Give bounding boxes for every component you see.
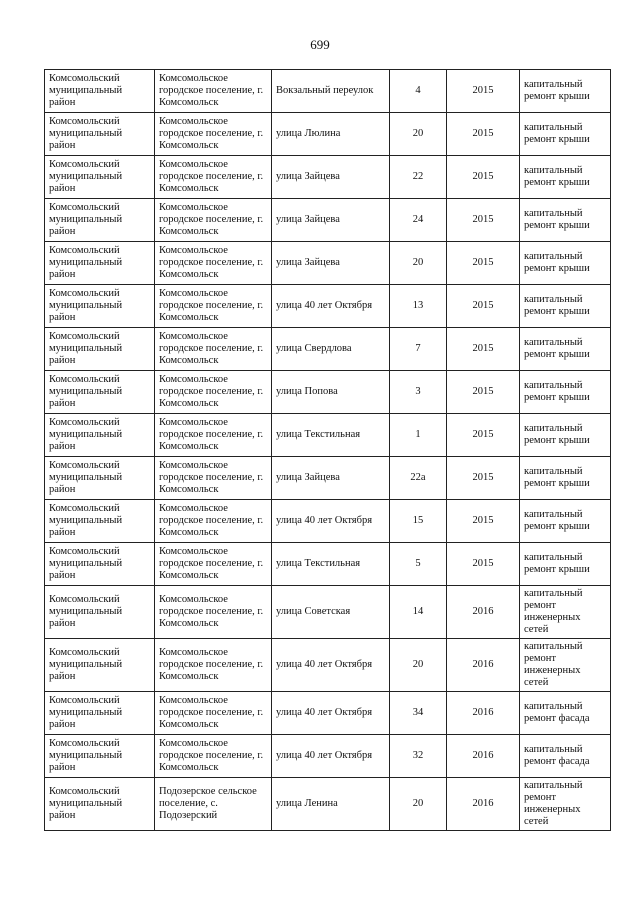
settlement-cell: Подозерское сельское поселение, с. Подозерский (155, 778, 272, 831)
district-cell: Комсомольский муниципальный район (45, 285, 155, 328)
street-cell: улица Зайцева (272, 242, 390, 285)
settlement-cell: Комсомольское городское поселение, г. Комсомольск (155, 543, 272, 586)
table-row (45, 778, 611, 831)
settlement-cell: Комсомольское городское поселение, г. Комсомольск (155, 692, 272, 735)
street-cell: улица 40 лет Октября (272, 639, 390, 692)
work-type-cell: капитальный ремонт инженерных сетей (520, 586, 611, 639)
table-row (45, 586, 611, 639)
table-row (45, 543, 611, 586)
year-cell: 2015 (447, 371, 520, 414)
street-cell: улица Текстильная (272, 414, 390, 457)
work-type-cell: капитальный ремонт крыши (520, 457, 611, 500)
district-cell: Комсомольский муниципальный район (45, 586, 155, 639)
year-cell: 2015 (447, 328, 520, 371)
work-type-cell: капитальный ремонт крыши (520, 414, 611, 457)
street-cell: улица Зайцева (272, 457, 390, 500)
work-type-cell: капитальный ремонт фасада (520, 692, 611, 735)
district-cell: Комсомольский муниципальный район (45, 70, 155, 113)
district-cell: Комсомольский муниципальный район (45, 113, 155, 156)
district-cell: Комсомольский муниципальный район (45, 328, 155, 371)
house-number-cell: 15 (390, 500, 447, 543)
street-cell: улица Ленина (272, 778, 390, 831)
district-cell: Комсомольский муниципальный район (45, 457, 155, 500)
house-number-cell: 14 (390, 586, 447, 639)
street-cell: улица Зайцева (272, 199, 390, 242)
house-number-cell: 22 (390, 156, 447, 199)
district-cell: Комсомольский муниципальный район (45, 414, 155, 457)
work-type-cell: капитальный ремонт фасада (520, 735, 611, 778)
settlement-cell: Комсомольское городское поселение, г. Комсомольск (155, 285, 272, 328)
district-cell: Комсомольский муниципальный район (45, 735, 155, 778)
street-cell: улица 40 лет Октября (272, 285, 390, 328)
house-number-cell: 3 (390, 371, 447, 414)
year-cell: 2015 (447, 414, 520, 457)
table-row (45, 156, 611, 199)
district-cell: Комсомольский муниципальный район (45, 500, 155, 543)
street-cell: Вокзальный переулок (272, 70, 390, 113)
year-cell: 2015 (447, 500, 520, 543)
table-row (45, 692, 611, 735)
street-cell: улица 40 лет Октября (272, 500, 390, 543)
work-type-cell: капитальный ремонт крыши (520, 199, 611, 242)
table-row (45, 113, 611, 156)
year-cell: 2016 (447, 586, 520, 639)
table-body (45, 70, 611, 831)
year-cell: 2015 (447, 70, 520, 113)
house-number-cell: 5 (390, 543, 447, 586)
district-cell: Комсомольский муниципальный район (45, 156, 155, 199)
table-row (45, 70, 611, 113)
district-cell: Комсомольский муниципальный район (45, 543, 155, 586)
table-row (45, 639, 611, 692)
table-row (45, 457, 611, 500)
street-cell: улица Люлина (272, 113, 390, 156)
district-cell: Комсомольский муниципальный район (45, 371, 155, 414)
district-cell: Комсомольский муниципальный район (45, 242, 155, 285)
work-type-cell: капитальный ремонт инженерных сетей (520, 639, 611, 692)
house-number-cell: 34 (390, 692, 447, 735)
settlement-cell: Комсомольское городское поселение, г. Комсомольск (155, 586, 272, 639)
street-cell: улица Свердлова (272, 328, 390, 371)
work-type-cell: капитальный ремонт крыши (520, 70, 611, 113)
house-number-cell: 22а (390, 457, 447, 500)
table-row (45, 371, 611, 414)
house-number-cell: 32 (390, 735, 447, 778)
house-number-cell: 20 (390, 639, 447, 692)
table-row (45, 735, 611, 778)
work-type-cell: капитальный ремонт крыши (520, 371, 611, 414)
year-cell: 2015 (447, 285, 520, 328)
house-number-cell: 1 (390, 414, 447, 457)
year-cell: 2015 (447, 199, 520, 242)
settlement-cell: Комсомольское городское поселение, г. Комсомольск (155, 639, 272, 692)
settlement-cell: Комсомольское городское поселение, г. Комсомольск (155, 242, 272, 285)
house-number-cell: 24 (390, 199, 447, 242)
year-cell: 2015 (447, 156, 520, 199)
page-number: 699 (310, 37, 330, 52)
repair-schedule-table (44, 69, 611, 831)
table-row (45, 199, 611, 242)
district-cell: Комсомольский муниципальный район (45, 199, 155, 242)
year-cell: 2015 (447, 242, 520, 285)
house-number-cell: 20 (390, 113, 447, 156)
settlement-cell: Комсомольское городское поселение, г. Комсомольск (155, 414, 272, 457)
table-row (45, 414, 611, 457)
settlement-cell: Комсомольское городское поселение, г. Комсомольск (155, 70, 272, 113)
year-cell: 2015 (447, 457, 520, 500)
house-number-cell: 4 (390, 70, 447, 113)
house-number-cell: 7 (390, 328, 447, 371)
district-cell: Комсомольский муниципальный район (45, 778, 155, 831)
street-cell: улица Зайцева (272, 156, 390, 199)
work-type-cell: капитальный ремонт крыши (520, 500, 611, 543)
work-type-cell: капитальный ремонт инженерных сетей (520, 778, 611, 831)
table-row (45, 242, 611, 285)
settlement-cell: Комсомольское городское поселение, г. Комсомольск (155, 328, 272, 371)
settlement-cell: Комсомольское городское поселение, г. Комсомольск (155, 113, 272, 156)
work-type-cell: капитальный ремонт крыши (520, 285, 611, 328)
street-cell: улица 40 лет Октября (272, 692, 390, 735)
house-number-cell: 20 (390, 778, 447, 831)
street-cell: улица Текстильная (272, 543, 390, 586)
settlement-cell: Комсомольское городское поселение, г. Комсомольск (155, 500, 272, 543)
year-cell: 2016 (447, 639, 520, 692)
settlement-cell: Комсомольское городское поселение, г. Комсомольск (155, 371, 272, 414)
street-cell: улица Попова (272, 371, 390, 414)
work-type-cell: капитальный ремонт крыши (520, 242, 611, 285)
work-type-cell: капитальный ремонт крыши (520, 543, 611, 586)
year-cell: 2016 (447, 692, 520, 735)
work-type-cell: капитальный ремонт крыши (520, 156, 611, 199)
work-type-cell: капитальный ремонт крыши (520, 113, 611, 156)
street-cell: улица Советская (272, 586, 390, 639)
year-cell: 2015 (447, 113, 520, 156)
settlement-cell: Комсомольское городское поселение, г. Комсомольск (155, 199, 272, 242)
year-cell: 2016 (447, 778, 520, 831)
table-row (45, 285, 611, 328)
table-row (45, 500, 611, 543)
street-cell: улица 40 лет Октября (272, 735, 390, 778)
settlement-cell: Комсомольское городское поселение, г. Комсомольск (155, 156, 272, 199)
district-cell: Комсомольский муниципальный район (45, 692, 155, 735)
settlement-cell: Комсомольское городское поселение, г. Комсомольск (155, 457, 272, 500)
settlement-cell: Комсомольское городское поселение, г. Комсомольск (155, 735, 272, 778)
year-cell: 2016 (447, 735, 520, 778)
house-number-cell: 13 (390, 285, 447, 328)
district-cell: Комсомольский муниципальный район (45, 639, 155, 692)
year-cell: 2015 (447, 543, 520, 586)
table-row (45, 328, 611, 371)
house-number-cell: 20 (390, 242, 447, 285)
work-type-cell: капитальный ремонт крыши (520, 328, 611, 371)
